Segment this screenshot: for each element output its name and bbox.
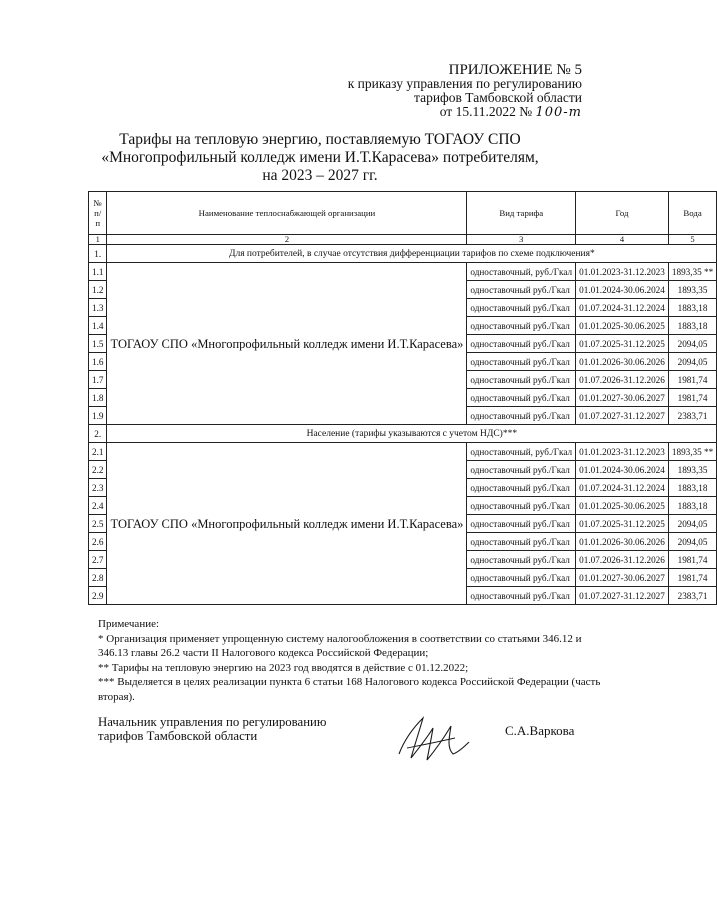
- tariff-type: одноставочный руб./Гкал: [467, 479, 576, 497]
- row-num: 2.2: [89, 461, 107, 479]
- tariff-type: одноставочный, руб./Гкал: [467, 263, 576, 281]
- appendix-number: 100-т: [535, 105, 582, 120]
- note-3: *** Выделяется в целях реализации пункта 6 статьи 168 Налогового кодекса Российской Федерации (часть вторая).: [98, 676, 601, 703]
- section-label: Население (тарифы указываются с учетом НДС)***: [107, 425, 717, 443]
- table-row: [89, 443, 717, 461]
- row-num: 2.3: [89, 479, 107, 497]
- row-num: 2.6: [89, 533, 107, 551]
- water-value: 1893,35 **: [668, 443, 716, 461]
- appendix-date: от 15.11.2022 №: [439, 104, 533, 119]
- title-line1: Тарифы на тепловую энергию, поставляемую ТОГАОУ СПО: [119, 131, 521, 148]
- water-value: 1893,35: [668, 461, 716, 479]
- tariff-type: одноставочный руб./Гкал: [467, 353, 576, 371]
- tariff-type: одноставочный руб./Гкал: [467, 389, 576, 407]
- appendix-line1: к приказу управления по регулированию: [347, 76, 582, 91]
- period: 01.07.2025-31.12.2025: [576, 335, 669, 353]
- col-number: 2: [107, 235, 467, 245]
- tariff-type: одноставочный руб./Гкал: [467, 515, 576, 533]
- header-water: Вода: [668, 192, 716, 235]
- organization-name: ТОГАОУ СПО «Многопрофильный колледж имени И.Т.Карасева»: [107, 443, 467, 605]
- position-line2: тарифов Тамбовской области: [98, 729, 258, 743]
- tariff-type: одноставочный руб./Гкал: [467, 461, 576, 479]
- row-num: 1.4: [89, 317, 107, 335]
- water-value: 1981,74: [668, 371, 716, 389]
- notes-heading: Примечание:: [98, 618, 160, 630]
- tariff-type: одноставочный руб./Гкал: [467, 299, 576, 317]
- row-num: 2.7: [89, 551, 107, 569]
- position-line1: Начальник управления по регулированию: [98, 715, 327, 729]
- signatory-name: С.А.Варкова: [505, 723, 575, 738]
- period: 01.01.2026-30.06.2026: [576, 353, 669, 371]
- row-num: 1.2: [89, 281, 107, 299]
- row-num: 2.5: [89, 515, 107, 533]
- water-value: 2383,71: [668, 407, 716, 425]
- period: 01.01.2025-30.06.2025: [576, 317, 669, 335]
- column-numbers-row: [89, 235, 717, 245]
- title-line2: «Многопрофильный колледж имени И.Т.Карасева» потребителям,: [101, 149, 539, 166]
- section-label: Для потребителей, в случае отсутствия дифференциации тарифов по схеме подключения*: [107, 245, 717, 263]
- handwritten-signature: [393, 708, 473, 768]
- appendix-heading: ПРИЛОЖЕНИЕ № 5: [448, 62, 582, 78]
- period: 01.07.2026-31.12.2026: [576, 371, 669, 389]
- water-value: 2094,05: [668, 353, 716, 371]
- col-number: 3: [467, 235, 576, 245]
- row-num: 1.9: [89, 407, 107, 425]
- period: 01.01.2024-30.06.2024: [576, 461, 669, 479]
- tariff-type: одноставочный руб./Гкал: [467, 551, 576, 569]
- water-value: 1883,18: [668, 479, 716, 497]
- section-row: [89, 425, 717, 443]
- tariff-type: одноставочный руб./Гкал: [467, 281, 576, 299]
- water-value: 2383,71: [668, 587, 716, 605]
- water-value: 1981,74: [668, 569, 716, 587]
- header-organization: Наименование теплоснабжающей организации: [107, 192, 467, 235]
- section-row: [89, 245, 717, 263]
- period: 01.01.2024-30.06.2024: [576, 281, 669, 299]
- water-value: 2094,05: [668, 533, 716, 551]
- period: 01.07.2024-31.12.2024: [576, 479, 669, 497]
- period: 01.01.2027-30.06.2027: [576, 389, 669, 407]
- row-num: 2.4: [89, 497, 107, 515]
- period: 01.01.2025-30.06.2025: [576, 497, 669, 515]
- notes-block: [98, 617, 604, 705]
- water-value: 1981,74: [668, 389, 716, 407]
- row-num: 2.1: [89, 443, 107, 461]
- tariff-type: одноставочный руб./Гкал: [467, 497, 576, 515]
- note-2: ** Тарифы на тепловую энергию на 2023 год вводятся в действие с 01.12.2022;: [98, 661, 469, 674]
- water-value: 2094,05: [668, 515, 716, 533]
- appendix-block: [348, 63, 582, 120]
- period: 01.07.2027-31.12.2027: [576, 587, 669, 605]
- col-number: 1: [89, 235, 107, 245]
- water-value: 1883,18: [668, 317, 716, 335]
- period: 01.07.2026-31.12.2026: [576, 551, 669, 569]
- row-num: 1.7: [89, 371, 107, 389]
- table-row: [89, 263, 717, 281]
- tariff-type: одноставочный руб./Гкал: [467, 569, 576, 587]
- period: 01.01.2023-31.12.2023: [576, 443, 669, 461]
- col-number: 4: [576, 235, 669, 245]
- table-header-row: [89, 192, 717, 235]
- tariff-type: одноставочный руб./Гкал: [467, 335, 576, 353]
- header-num: № п/п: [89, 192, 107, 235]
- period: 01.01.2027-30.06.2027: [576, 569, 669, 587]
- row-num: 1.6: [89, 353, 107, 371]
- row-num: 1.8: [89, 389, 107, 407]
- row-num: 2.8: [89, 569, 107, 587]
- water-value: 1981,74: [668, 551, 716, 569]
- header-tariff-type: Вид тарифа: [467, 192, 576, 235]
- water-value: 1893,35: [668, 281, 716, 299]
- appendix-date-line: [348, 105, 582, 120]
- tariff-type: одноставочный руб./Гкал: [467, 317, 576, 335]
- water-value: 1893,35 **: [668, 263, 716, 281]
- water-value: 2094,05: [668, 335, 716, 353]
- appendix-line2: тарифов Тамбовской области: [414, 90, 582, 105]
- row-num: 1.1: [89, 263, 107, 281]
- tariff-type: одноставочный руб./Гкал: [467, 371, 576, 389]
- row-num: 1.3: [89, 299, 107, 317]
- period: 01.07.2027-31.12.2027: [576, 407, 669, 425]
- period: 01.01.2026-30.06.2026: [576, 533, 669, 551]
- section-num: 2.: [89, 425, 107, 443]
- period: 01.07.2024-31.12.2024: [576, 299, 669, 317]
- tariff-table: [88, 191, 717, 605]
- period: 01.07.2025-31.12.2025: [576, 515, 669, 533]
- tariff-type: одноставочный, руб./Гкал: [467, 443, 576, 461]
- water-value: 1883,18: [668, 497, 716, 515]
- period: 01.01.2023-31.12.2023: [576, 263, 669, 281]
- col-number: 5: [668, 235, 716, 245]
- row-num: 1.5: [89, 335, 107, 353]
- section-num: 1.: [89, 245, 107, 263]
- water-value: 1883,18: [668, 299, 716, 317]
- row-num: 2.9: [89, 587, 107, 605]
- note-1: * Организация применяет упрощенную систему налогообложения в соответствии со статьями 346.12 и 346.13 главы 26.2 части II Налогового кодекса Российской Федерации;: [98, 632, 582, 660]
- title-line3: на 2023 – 2027 гг.: [262, 167, 378, 184]
- tariff-type: одноставочный руб./Гкал: [467, 407, 576, 425]
- signatory-position: [98, 715, 326, 743]
- tariff-type: одноставочный руб./Гкал: [467, 587, 576, 605]
- header-year: Год: [576, 192, 669, 235]
- organization-name: ТОГАОУ СПО «Многопрофильный колледж имени И.Т.Карасева»: [107, 263, 467, 425]
- tariff-type: одноставочный руб./Гкал: [467, 533, 576, 551]
- page-title: [90, 131, 550, 185]
